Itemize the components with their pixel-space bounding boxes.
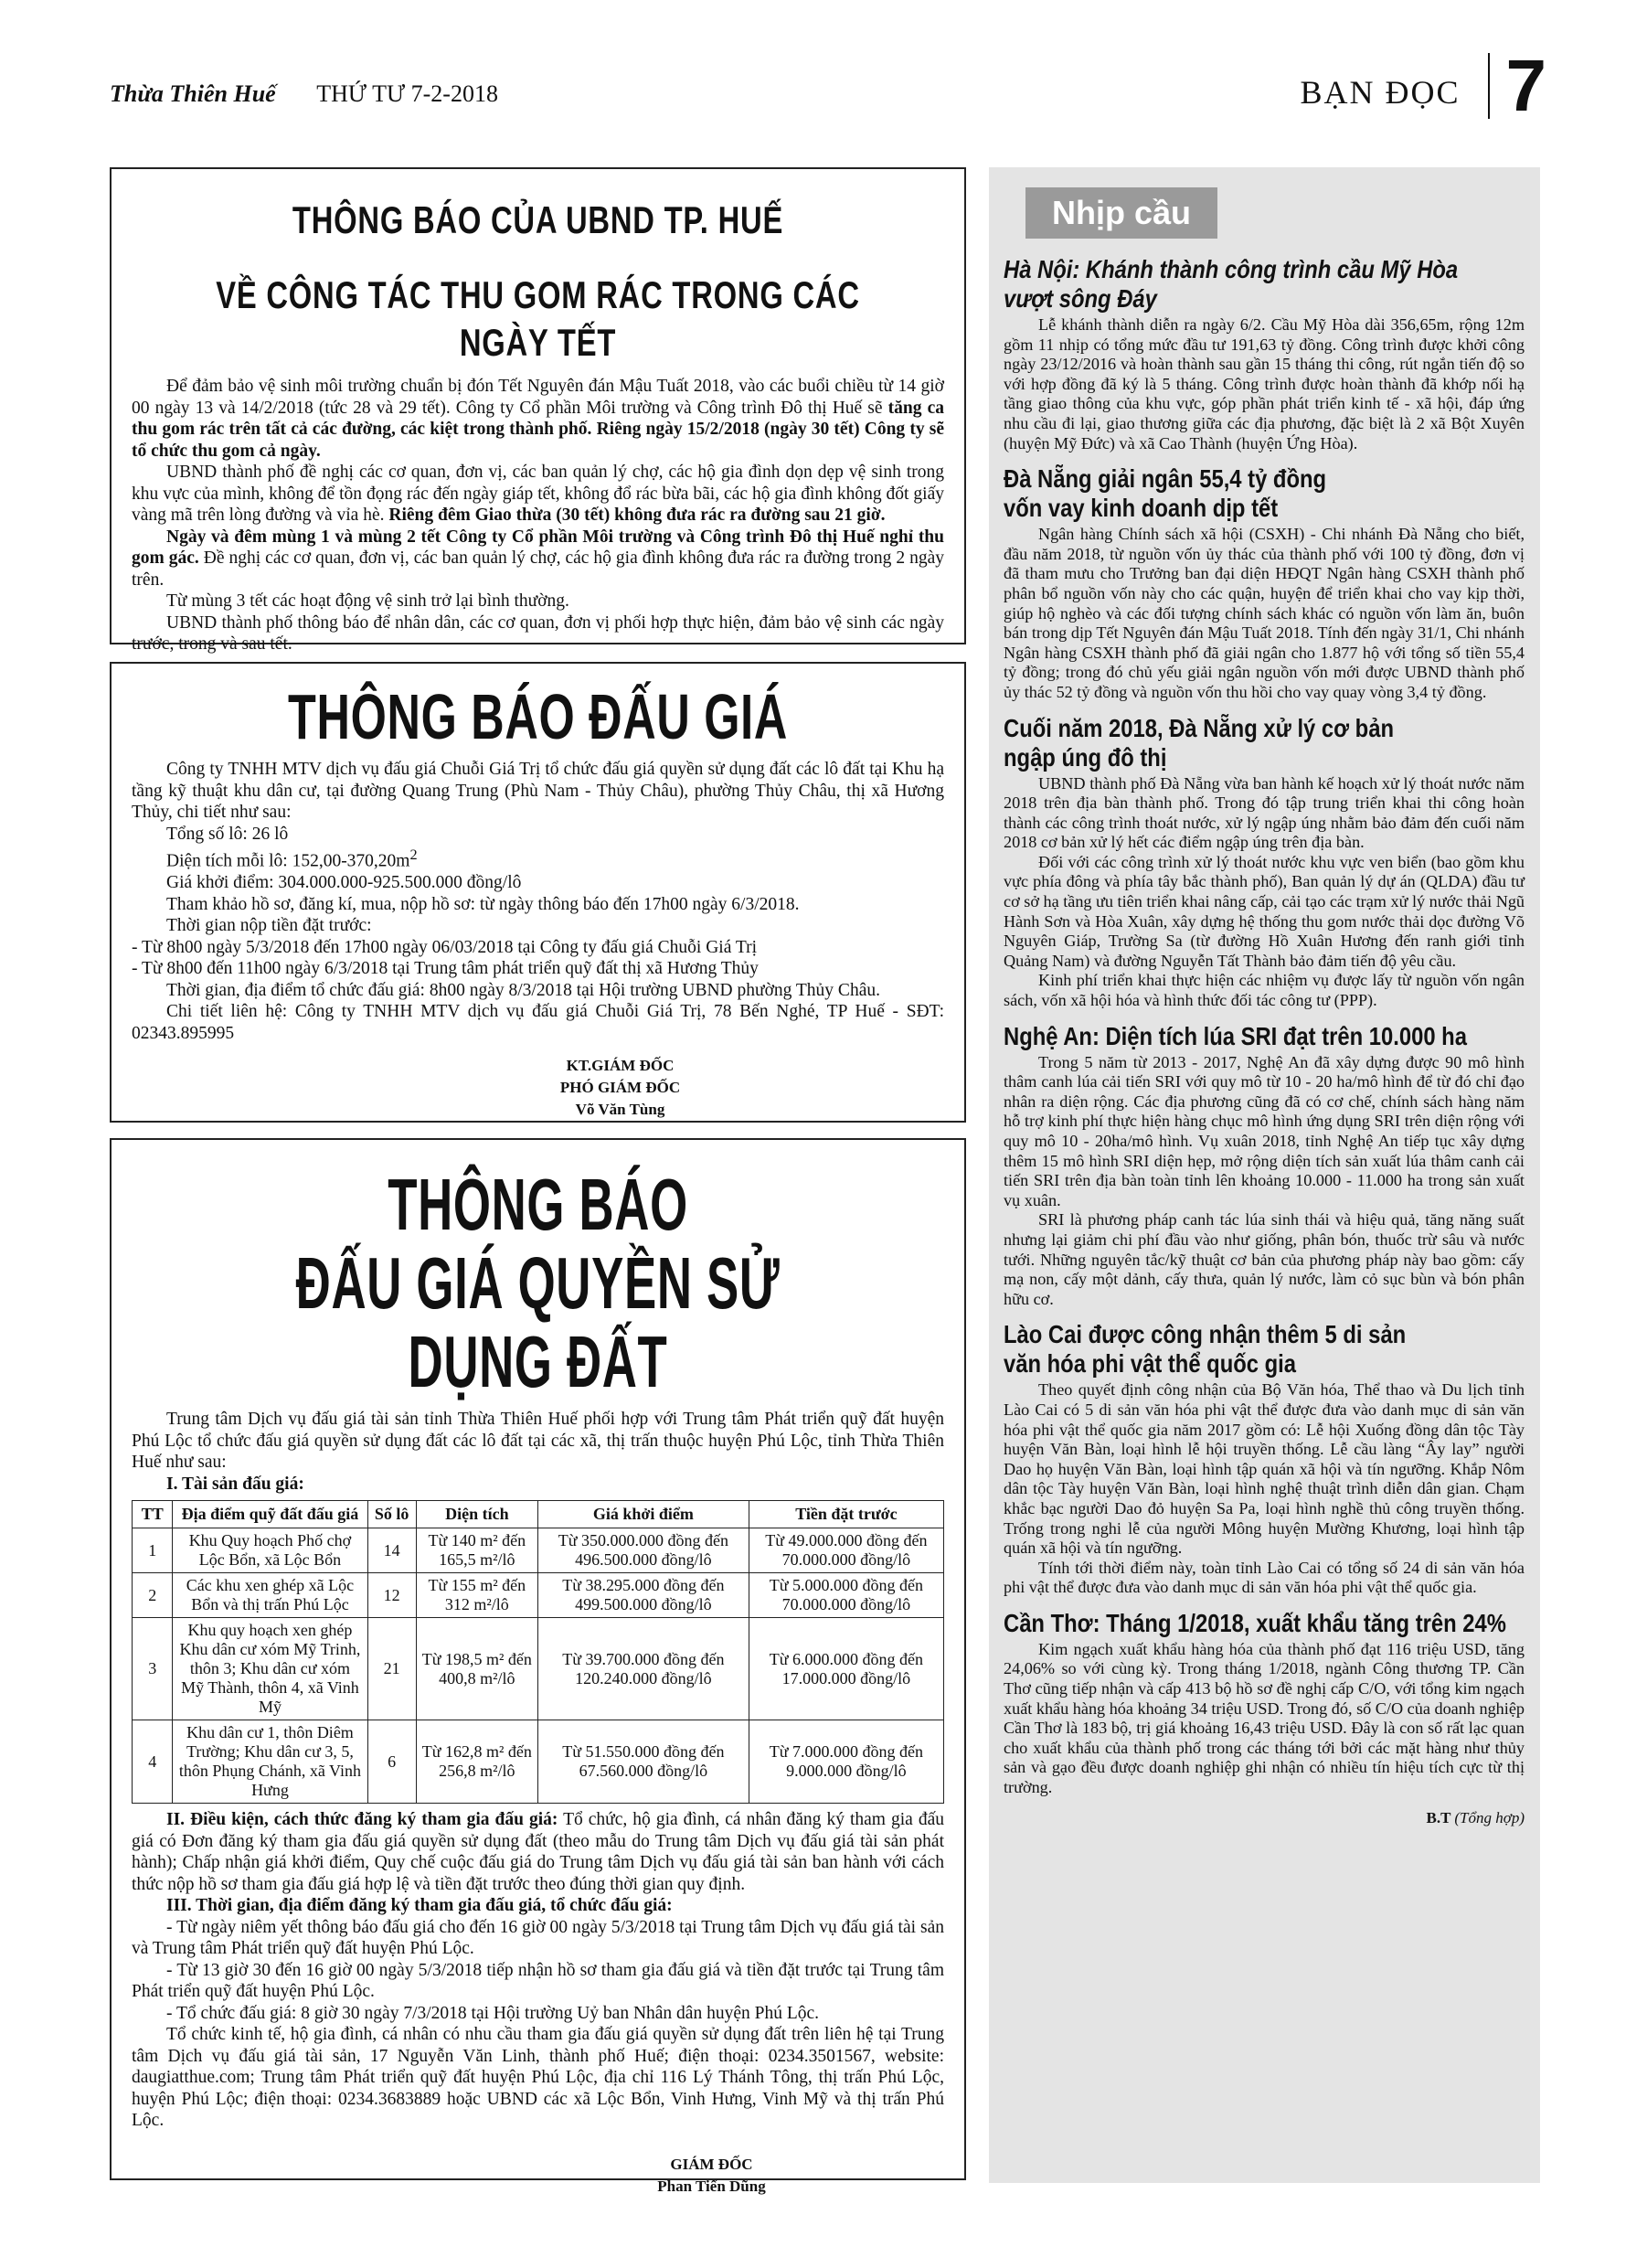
notice2-title: THÔNG BÁO ĐẤU GIÁ (287, 681, 789, 752)
article-headline: Hà Nội: Khánh thành công trình cầu Mỹ Hòa (1004, 255, 1459, 283)
table-cell: Từ 198,5 m² đến 400,8 m²/lô (416, 1618, 537, 1720)
table-cell: 2 (133, 1573, 173, 1618)
auction-table (132, 1500, 944, 1804)
article-headline: Nghệ An: Diện tích lúa SRI đạt trên 10.000 ha (1004, 1021, 1467, 1050)
notice3-title-line2: ĐẤU GIÁ QUYỀN SỬ DỤNG ĐẤT (295, 1242, 781, 1402)
page-header-right (1300, 45, 1546, 126)
table-cell: Khu quy hoạch xen ghép Khu dân cư xóm Mỹ Trinh, thôn 3; Khu dân cư xóm Mỹ Thành, thôn 4, xã Vinh Mỹ (173, 1618, 367, 1720)
article-headline: văn hóa phi vật thể quốc gia (1004, 1349, 1297, 1379)
news-article (1004, 1022, 1525, 1310)
page-header-left (110, 80, 498, 108)
article-paragraph: SRI là phương pháp canh tác lúa sinh thái và hiệu quả, tăng năng suất nhưng lại giảm chi phí đầu vào như giống, phân bón, thuốc trừ sâu và nước tưới. Những nguyên tắc/kỹ thuật cơ bản của phương pháp này bao gồm: cấy mạ non, cấy một dảnh, cấy thưa, quản lý nước, làm cỏ sục bùn và bón phân hữu cơ. (1004, 1210, 1525, 1308)
table-cell: Khu dân cư 1, thôn Diêm Trường; Khu dân cư 3, 5, thôn Phụng Chánh, xã Vinh Hưng (173, 1720, 367, 1804)
table-cell: Từ 38.295.000 đồng đến 499.500.000 đồng/lô (537, 1573, 749, 1618)
table-row (133, 1720, 944, 1804)
article-headline: Đà Nẵng giải ngân 55,4 tỷ đồng (1004, 464, 1327, 494)
news-article (1004, 464, 1525, 702)
newspaper-name: Thừa Thiên Huế (110, 80, 276, 107)
notice3-title-line1: THÔNG BÁO (388, 1164, 688, 1245)
article-headline: ngập úng đô thị (1004, 742, 1167, 772)
table-cell: Từ 140 m² đến 165,5 m²/lô (416, 1528, 537, 1573)
table-header-row: TT Địa điểm quỹ đất đấu giá Số lô Diện tích Giá khởi điểm Tiền đặt trước (133, 1501, 944, 1528)
article-paragraph: Trong 5 năm từ 2013 - 2017, Nghệ An đã xây dựng được 90 mô hình thâm canh lúa cải tiến SRI với quy mô từ 10 - 20 ha/mô hình để từ đó chỉ đạo nhân ra diện rộng. Các địa phương cũng đã có cơ chế, chính sách hàng năm hỗ trợ kinh phí thực hiện hàng chục mô hình ứng dụng SRI trên diện rộng với quy mô 10 - 20ha/mô hình. Vụ xuân 2018, tỉnh Nghệ An tiếp tục xây dựng thêm 15 mô hình SRI diện hẹp, mở rộng diện tích sản xuất lúa thâm canh cải tiến SRI trên địa bàn toàn tỉnh lên khoảng 10.000 - 11.000 ha trong sản xuất vụ xuân. (1004, 1052, 1525, 1209)
table-cell: Từ 6.000.000 đồng đến 17.000.000 đồng/lô (749, 1618, 943, 1720)
table-cell: Từ 5.000.000 đồng đến 70.000.000 đồng/lô (749, 1573, 943, 1618)
notice-auction (110, 662, 966, 1123)
table-cell: 12 (367, 1573, 416, 1618)
table-cell: Từ 350.000.000 đồng đến 496.500.000 đồng/lô (537, 1528, 749, 1573)
news-article (1004, 1609, 1525, 1798)
table-cell: 1 (133, 1528, 173, 1573)
article-headline: vượt sông Đáy (1004, 284, 1157, 313)
article-headline: Cuối năm 2018, Đà Nẵng xử lý cơ bản (1004, 713, 1394, 742)
table-cell: Từ 51.550.000 đồng đến 67.560.000 đồng/lô (537, 1720, 749, 1804)
table-cell: 6 (367, 1720, 416, 1804)
table-cell: Từ 49.000.000 đồng đến 70.000.000 đồng/lô (749, 1528, 943, 1573)
table-cell: 14 (367, 1528, 416, 1573)
notice3-signature: GIÁM ĐỐC Phan Tiến Dũng (657, 2155, 766, 2195)
article-paragraph: Ngân hàng Chính sách xã hội (CSXH) - Chi nhánh Đà Nẵng cho biết, đầu năm 2018, từ nguồn vốn ủy thác của thành phố với 100 tỷ đồng, đơn vị đã tham mưu cho Trưởng ban đại diện HĐQT Ngân hàng CSXH thành phố phân bổ nguồn vốn này cho các quận, huyện để triển khai cho vay kịp thời, giúp hộ nghèo và các đối tượng chính sách khác có nguồn vốn làm ăn, buôn bán trong dịp Tết Nguyên đán Mậu Tuất 2018. Tính đến ngày 31/1, Chi nhánh Ngân hàng CSXH thành phố đã giải ngân cho 1.877 hộ với tổng số tiền 55,4 tỷ đồng; trong đó chủ yếu giải ngân nguồn vốn mới được UBND thành phố ủy thác 52 tỷ đồng và nguồn vốn thu hồi cho vay quay vòng 3,4 tỷ đồng. (1004, 525, 1525, 701)
notice2-signature: KT.GIÁM ĐỐC PHÓ GIÁM ĐỐC Võ Văn Tùng (559, 1057, 681, 1118)
notice-land-auction (110, 1138, 966, 2195)
notice1-title-line1: THÔNG BÁO CỦA UBND TP. HUẾ (292, 198, 784, 241)
news-article (1004, 255, 1525, 453)
notice1-body: Để đảm bảo vệ sinh môi trường chuẩn bị đón Tết Nguyên đán Mậu Tuất 2018, vào các buổi chiều từ 14 giờ 00 ngày 13 và 14/2/2018 (tức 28 và 29 tết). Công ty Cổ phần Môi trường và Công trình Đô thị Huế sẽ tăng ca thu gom rác trên tất cả các đường, các kiệt trong thành phố. Riêng ngày 15/2/2018 (ngày 30 tết) Công ty sẽ tổ chức thu gom cả ngày. UBND thành phố đề nghị các cơ quan, đơn vị, các ban quản lý chợ, các hộ gia đình dọn dẹp vệ sinh trong khu vực của mình, không để tồn đọng rác đến ngày giáp tết, không đổ rác bừa bãi, các hộ gia đình không đốt giấy vàng mã trên lòng đường và vỉa hè. Riêng đêm Giao thừa (30 tết) không đưa rác ra đường sau 21 giờ. Ngày và đêm mùng 1 và mùng 2 tết Công ty Cổ phần Môi trường và Công trình Đô thị Huế nghỉ thu gom gác. Đề nghị các cơ quan, đơn vị, các ban quản lý chợ, các hộ gia đình không đưa rác ra đường trong 2 ngày trên. Từ mùng 3 tết các hoạt động vệ sinh trở lại bình thường. UBND thành phố thông báo để nhân dân, các cơ quan, đơn vị phối hợp thực hiện, đảm bảo vệ sinh các ngày trước, trong và sau tết. (132, 377, 944, 654)
notice2-body: Công ty TNHH MTV dịch vụ đấu giá Chuỗi Giá Trị tổ chức đấu giá quyền sử dụng đất các lô đất tại Khu hạ tầng kỹ thuật khu dân cư, tại đường Quang Trung (Phù Nam - Thủy Châu), phường Thủy Châu, thị xã Hương Thủy, chi tiết như sau: Tổng số lô: 26 lô Diện tích mỗi lô: $152,00-370,20m^2$ Giá khởi điểm: 304.000.000-925.500.000 đồng/lô Tham khảo hồ sơ, đăng kí, mua, nộp hồ sơ: từ ngày thông báo đến 17h00 ngày 6/3/2018. Thời gian nộp tiền đặt trước: - Từ 8h00 ngày 5/3/2018 đến 17h00 ngày 06/03/2018 tại Công ty đấu giá Chuỗi Giá Trị - Từ 8h00 đến 11h00 ngày 6/3/2018 tại Trung tâm phát triển quỹ đất thị xã Hương Thủy Thời gian, địa điểm tổ chức đấu giá: 8h00 ngày 8/3/2018 tại Hội trường UBND phường Thủy Châu. Chi tiết liên hệ: Công ty TNHH MTV dịch vụ đấu giá Chuỗi Giá Trị, 78 Bến Nghé, TP Huế - SĐT: 02343.895995 (132, 760, 944, 1043)
table-cell: 3 (133, 1618, 173, 1720)
column-label: Nhịp cầu (1025, 187, 1217, 239)
article-paragraph: Kinh phí triển khai thực hiện các nhiệm vụ được lấy từ nguồn vốn ngân sách, vốn xã hội hóa và hình thức đối tác công tư (PPP). (1004, 971, 1525, 1010)
table-cell: Các khu xen ghép xã Lộc Bổn và thị trấn Phú Lộc (173, 1573, 367, 1618)
byline: B.T (Tổng hợp) (1426, 1808, 1525, 1826)
article-paragraph: Theo quyết định công nhận của Bộ Văn hóa, Thể thao và Du lịch tỉnh Lào Cai có 5 di sản văn hóa phi vật thể được đưa vào danh mục di sản văn hóa phi vật thể quốc gia năm 2017 gồm có: Lễ hội Xuống đồng dân tộc Tày huyện Văn Bàn, loại hình lễ hội truyền thống. Lễ cầu làng “Ây lay” người Dao họ huyện Văn Bàn, loại hình tập quán xã hội và tín ngưỡng. Khắp Nôm dân tộc Tày huyện Văn Bàn, loại hình nghệ thuật trình diễn dân gian. Chạm khắc bạc người Dao đỏ huyện Sa Pa, loại hình nghề thủ công truyền thống. Trống trong nghi lễ của người Mông huyện Mường Khương, loại hình tập quán xã hội và tín ngưỡng. (1004, 1380, 1525, 1558)
article-headline: Cần Thơ: Tháng 1/2018, xuất khẩu tăng trên 24% (1004, 1608, 1506, 1637)
page-number: 7 (1505, 45, 1546, 126)
article-paragraph: Kim ngạch xuất khẩu hàng hóa của thành phố đạt 116 triệu USD, tăng 24,06% so với cùng kỳ. Trong tháng 1/2018, ngành Công thương TP. Cần Thơ cũng tiếp nhận và cấp 413 bộ hồ sơ đề nghị cấp C/O, với tổng kim ngạch xuất khẩu hàng hóa khoảng 34 triệu USD. Trong đó, số C/O của doanh nghiệp Cần Thơ là 183 bộ, trị giá khoảng 16,43 triệu USD. Đây là con số rất lạc quan cho xuất khẩu của thành phố trong các tháng tới bởi các mặt hàng như thủy sản và gạo đều được doanh nghiệp ghi nhận có nhiều tín hiệu tích cực từ thị trường. (1004, 1639, 1525, 1797)
notice1-title-line2: VỀ CÔNG TÁC THU GOM RÁC TRONG CÁC NGÀY TẾT (216, 273, 860, 364)
nhip-cau-column (989, 167, 1540, 2183)
table-row (133, 1573, 944, 1618)
table-cell: Từ 155 m² đến 312 m²/lô (416, 1573, 537, 1618)
notice3-body: Trung tâm Dịch vụ đấu giá tài sản tỉnh Thừa Thiên Huế phối hợp với Trung tâm Phát triển quỹ đất huyện Phú Lộc tổ chức đấu giá quyền sử dụng đất các lô đất tại các xã, thị trấn thuộc huyện Phú Lộc, tỉnh Thừa Thiên Huế như sau: I. Tài sản đấu giá: TT Địa điểm quỹ đất đấu giá Số lô Diện tích Giá khởi điểm Tiền đặt trước 1 Khu Quy hoạch Phố chợ Lộc Bổn, xã Lộc Bổn 14 Từ 140 m² đến 165,5 m²/lô Từ 350.000.000 đồng đến 496.500.000 đồng/lô Từ 49.000.000 đồng đến 70.000.000 đồng/lô 2 Các khu xen ghép xã Lộc Bổn và thị trấn Phú Lộc 12 Từ 155 m² đến 312 m²/lô Từ 38.295.000 đồng đến 499.500.000 đồng/lô Từ 5.000.000 đồng đến 70.000.000 đồng/lô 3 Khu quy hoạch xen ghép Khu dân cư xóm Mỹ Trinh, thôn 3; Khu dân cư xóm Mỹ Thành, thôn 4, xã Vinh Mỹ 21 Từ 198,5 m² đến 400,8 m²/lô Từ 39.700.000 đồng đến 120.240.000 đồng/lô Từ 6.000.000 đồng đến 17.000.000 đồng/lô 4 Khu dân cư 1, thôn Diêm Trường; Khu dân cư 3, 5, thôn Phụng Chánh, xã Vinh Hưng 6 Từ 162,8 m² đến 256,8 m²/lô Từ 51.550.000 đồng đến 67.560.000 đồng/lô Từ 7.000.000 đồng đến 9.000.000 đồng/lô II. Điều kiện, cách thức đăng ký tham gia đấu giá: Tổ chức, hộ gia đình, cá nhân đăng ký tham gia đấu giá có Đơn đăng ký tham gia đấu giá quyền sử dụng đất (theo mẫu do Trung tâm Dịch vụ đấu giá tài sản phát hành); Chấp nhận giá khởi điểm, Quy chế cuộc đấu giá do Trung tâm Dịch vụ đấu giá tài sản ban hành với cách thức nộp hồ sơ tham gia đấu giá hợp lệ và tiền đặt trước theo đúng thời gian quy định. III. Thời gian, địa điểm đăng ký tham gia đấu giá, tổ chức đấu giá: - Từ ngày niêm yết thông báo đấu giá cho đến 16 giờ 00 ngày 5/3/2018 tại Trung tâm Dịch vụ đấu giá tài sản và Trung tâm Phát triển quỹ đất huyện Phú Lộc. - Từ 13 giờ 30 đến 16 giờ 00 ngày 5/3/2018 tiếp nhận hồ sơ tham gia đấu giá và tiền đặt trước tại Trung tâm Phát triển quỹ đất huyện Phú Lộc. - Tổ chức đấu giá: 8 giờ 30 ngày 7/3/2018 tại Hội trường Uỷ ban Nhân dân huyện Phú Lộc. Tổ chức kinh tế, hộ gia đình, cá nhân có nhu cầu tham gia đấu giá quyền sử dụng đất trên liên hệ tại Trung tâm Dịch vụ đấu giá tài sản, 17 Nguyễn Văn Linh, thành phố Huế; điện thoại: 0234.3501567, website: daugiatthue.com; Trung tâm Phát triển quỹ đất huyện Phú Lộc, địa chỉ 116 Lý Thánh Tông, thị trấn Phú Lộc, huyện Phú Lộc; điện thoại: 0234.3683889 hoặc UBND các xã Lộc Bổn, Vinh Hưng, Vinh Mỹ và thị trấn Phú Lộc. (132, 1410, 944, 2130)
header-divider (1488, 53, 1490, 119)
article-headline: vốn vay kinh doanh dịp tết (1004, 494, 1279, 523)
table-cell: Khu Quy hoạch Phố chợ Lộc Bổn, xã Lộc Bổn (173, 1528, 367, 1573)
article-headline: Lào Cai được công nhận thêm 5 di sản (1004, 1320, 1407, 1349)
table-cell: Từ 39.700.000 đồng đến 120.240.000 đồng/lô (537, 1618, 749, 1720)
news-article (1004, 1320, 1525, 1598)
table-cell: Từ 7.000.000 đồng đến 9.000.000 đồng/lô (749, 1720, 943, 1804)
table-cell: Từ 162,8 m² đến 256,8 m²/lô (416, 1720, 537, 1804)
table-cell: 21 (367, 1618, 416, 1720)
article-paragraph: Tính tới thời điểm này, toàn tỉnh Lào Cai có tổng số 24 di sản văn hóa phi vật thể được đưa vào danh mục di sản văn hóa phi vật thể quốc gia. (1004, 1558, 1525, 1597)
table-cell: 4 (133, 1720, 173, 1804)
article-paragraph: UBND thành phố Đà Nẵng vừa ban hành kế hoạch xử lý thoát nước năm 2018 trên địa bàn thành phố. Trong đó tập trung triển khai thi công hoàn thành các công trình thoát nước, xử lý ngập úng nhằm bảo đảm đến cuối năm 2018 cơ bản xử lý hết các điểm ngập úng trên địa bàn. (1004, 773, 1525, 852)
notice-garbage-collection (110, 167, 966, 654)
news-article (1004, 714, 1525, 1011)
article-paragraph: Lễ khánh thành diễn ra ngày 6/2. Cầu Mỹ Hòa dài 356,65m, rộng 12m gồm 11 nhịp có tổng mức đầu tư 191,63 tỷ đồng. Công trình được khởi công ngày 23/12/2016 và hoàn thành sau gần 15 tháng thi công, rút ngắn tiến độ so với hợp đồng đã ký là 5 tháng. Công trình được hoàn thành đã khớp nối hạ tầng giao thông của khu vực, góp phần phát triển kinh tế - xã hội, đáp ứng nhu cầu đi lại, giao thương giữa các địa phương, đặc biệt là 2 xã Bột Xuyên (huyện Mỹ Đức) và xã Cao Thành (huyện Ứng Hòa). (1004, 315, 1525, 453)
table-row (133, 1618, 944, 1720)
issue-date: THỨ TƯ 7-2-2018 (316, 80, 498, 107)
section-name: BẠN ĐỌC (1300, 74, 1461, 111)
article-paragraph: Đối với các công trình xử lý thoát nước khu vực ven biển (bao gồm khu vực phía đông và phía tây bắc thành phố), Ban quản lý dự án (QLDA) đầu tư cơ sở hạ tầng ưu tiên triển khai nâng cấp, cải tạo các trạm xử lý nước thải Ngũ Hành Sơn và Hòa Xuân, xây dựng hệ thống thu gom nước thải dọc đường Võ Nguyên Giáp, Trường Sa (từ đường Hồ Xuân Hương đến ranh giới tỉnh Quảng Nam) và đường Nguyễn Tất Thành bảo đảm tiến độ yêu cầu. (1004, 852, 1525, 970)
table-row (133, 1528, 944, 1573)
